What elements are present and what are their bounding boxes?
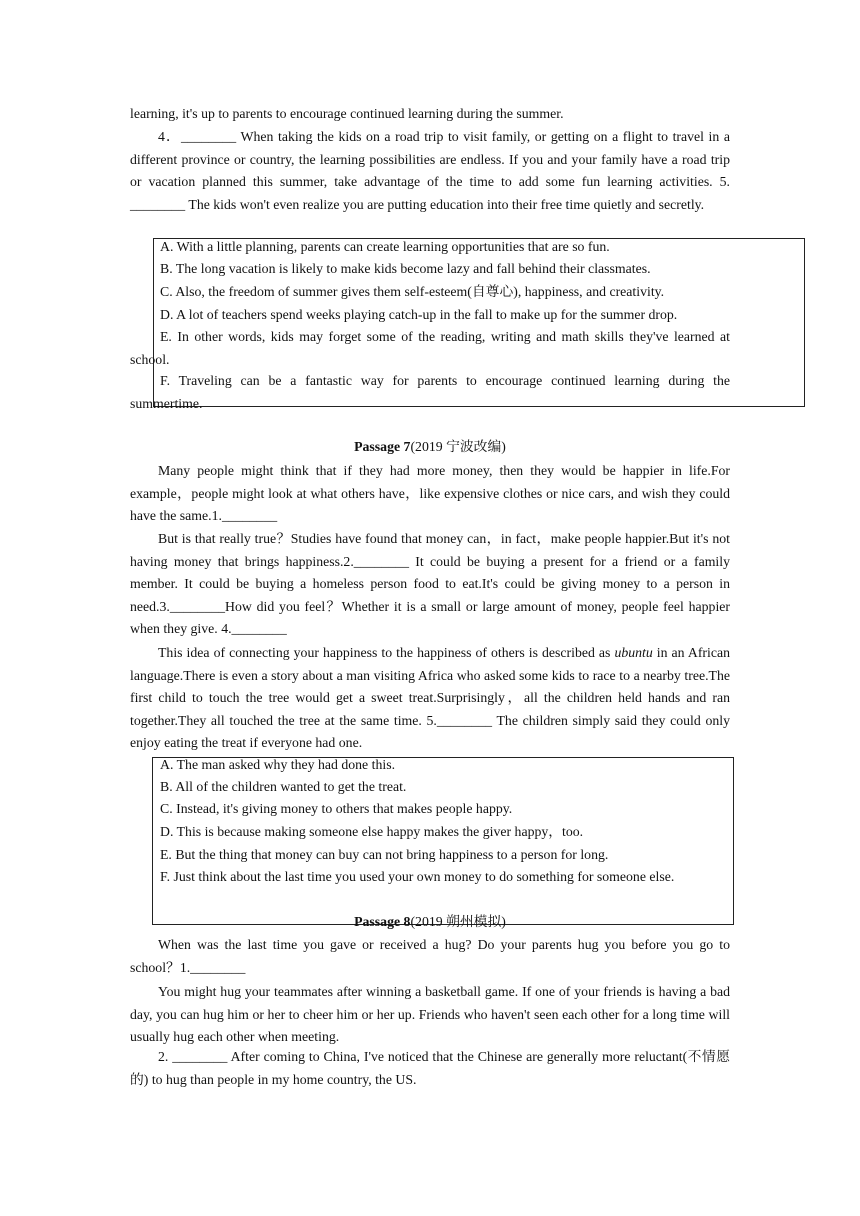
option-a: A. With a little planning, parents can create learning opportunities that are so fun. (160, 239, 610, 254)
passage-7-paragraph-3 (130, 642, 730, 755)
passage-7-title-bold: Passage 7 (354, 439, 411, 454)
option-d: D. A lot of teachers spend weeks playing catch-up in the fall to make up for the summer drop. (160, 307, 678, 322)
passage-7-paragraph-2: But is that really true？Studies have found that money can，in fact，make people happier.But it's not having money that brings happiness.2.________ It could be buying a present for a friend or a family member. It could be buying a homeless person food to eat.It's could be giving money to a person in need.3.________How did you feel？Whether it is a small or large amount of money, people feel happier when they give. 4.________ (130, 531, 730, 636)
option-b: B. All of the children wanted to get the treat. (160, 779, 407, 794)
p3-text-after: in an African language.There is even a story about a man visiting Africa who asked some kids to race to a nearby tree.The first child to touch the tree would get a sweet treat.Surprisingly，all the children held hands and ran together.They all touched the tree at the same time. 5.________ The children simply said they could only enjoy eating the treat if everyone had one. (130, 645, 730, 750)
option-e: E. But the thing that money can buy can not bring happiness to a person for long. (160, 847, 609, 862)
option-d: D. This is because making someone else happy makes the giver happy，too. (160, 824, 584, 839)
p3-text-before: This idea of connecting your happiness to the happiness of others is described as (158, 645, 615, 660)
passage-8-paragraph-3: 2. ________ After coming to China, I've noticed that the Chinese are generally more reluctant(不情愿的) to hug than people in my home country, the US. (130, 1049, 730, 1087)
paragraph-continuation: learning, it's up to parents to encourage continued learning during the summer. (130, 106, 564, 121)
passage-8-paragraph-1: When was the last time you gave or received a hug? Do your parents hug you before you go to school？1.________ (130, 937, 730, 975)
option-e: E. In other words, kids may forget some of the reading, writing and math skills they've learned at school. (130, 329, 730, 367)
option-c: C. Also, the freedom of summer gives them self-esteem(自尊心), happiness, and creativity. (160, 284, 665, 299)
passage-8-title (130, 911, 730, 933)
passage-7-title (130, 436, 730, 458)
option-a: A. The man asked why they had done this. (160, 757, 396, 772)
option-b: B. The long vacation is likely to make kids become lazy and fall behind their classmates. (160, 261, 651, 276)
passage-8-paragraph-2: You might hug your teammates after winning a basketball game. If one of your friends is having a bad day, you can hug him or her to cheer him or her up. Friends who haven't seen each other for a long time will usually hug each other when meeting. (130, 984, 730, 1044)
option-f: F. Traveling can be a fantastic way for parents to encourage continued learning during the summertime. (130, 373, 730, 411)
passage-7-title-source: (2019 宁波改编) (410, 439, 506, 454)
option-c: C. Instead, it's giving money to others that makes people happy. (160, 801, 513, 816)
passage-8-title-source: (2019 朔州模拟) (410, 914, 506, 929)
passage-8-title-bold: Passage 8 (354, 914, 411, 929)
option-f: F. Just think about the last time you used your own money to do something for someone else. (160, 869, 675, 884)
p3-italic-word: ubuntu (614, 645, 653, 660)
paragraph-question-4-5: 4．________ When taking the kids on a road trip to visit family, or getting on a flight to travel in a different province or country, the learning possibilities are endless. If you and your family have a road trip or vacation planned this summer, take advantage of the time to add some fun learning activities. 5. ________ The kids won't even realize you are putting education into their free time quietly and secretly. (130, 129, 730, 212)
passage-7-paragraph-1: Many people might think that if they had more money, then they would be happier in life.For example，people might look at what others have，like expensive clothes or nice cars, and wish they could have the same.1.________ (130, 463, 730, 523)
